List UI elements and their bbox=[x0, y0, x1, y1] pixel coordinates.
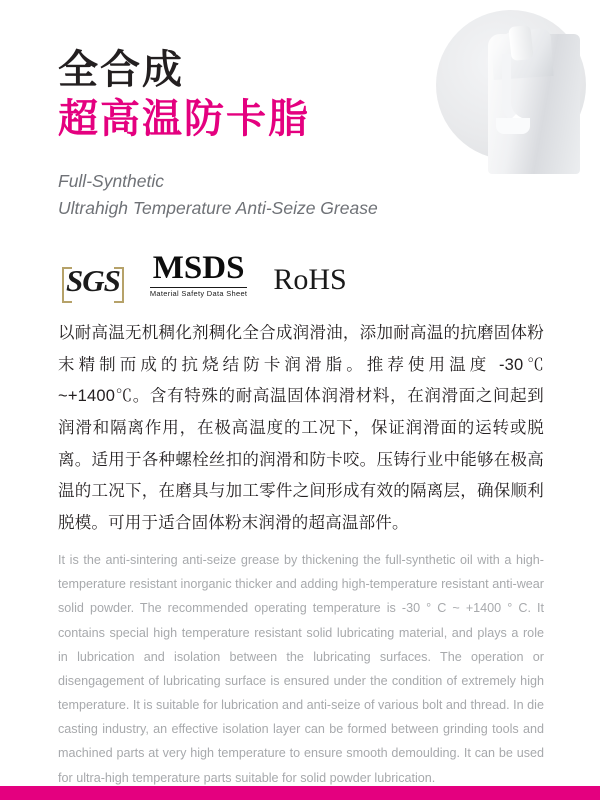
subtitle-line-1: Full-Synthetic bbox=[58, 170, 165, 191]
sgs-logo: SGS bbox=[62, 265, 124, 298]
page-subtitle-en bbox=[58, 168, 458, 222]
msds-logo-subtitle: Material Safety Data Sheet bbox=[149, 289, 248, 298]
page-title-cn-secondary: 超高温防卡脂 bbox=[58, 96, 310, 141]
bottle-nozzle-tip-shape bbox=[496, 118, 530, 134]
certification-logos bbox=[62, 252, 347, 298]
page-title-cn-primary: 全合成 bbox=[58, 48, 184, 92]
rohs-logo: RoHS bbox=[273, 262, 347, 296]
subtitle-line-2: Ultrahigh Temperature Anti-Seize Grease bbox=[58, 197, 378, 218]
msds-logo-title: MSDS bbox=[152, 250, 245, 286]
msds-logo bbox=[150, 252, 247, 298]
bottle-nozzle-shape bbox=[502, 54, 528, 128]
title-block bbox=[58, 48, 458, 222]
bottom-accent-bar bbox=[0, 786, 600, 800]
product-photo bbox=[436, 10, 586, 175]
description-english: It is the anti-sintering anti-seize grease by thickening the full-synthetic oil with a high-temperature resistant inorganic thicker and adding high-temperature resistant anti-wear solid powder. The recommended operating temperature is -30 ° C ~ +1400 ° C. It contains special high temperature resistant solid lubricating material, and plays a role in lubrication and isolation between the lubricating surfaces. The operation or disengagement of lubricating surface is ensured under the condition of extremely high temperature. It is suitable for lubrication and anti-seize of various bolt and thread. In die casting industry, an effective isolation layer can be formed between grinding tools and machined parts at very high temperature to ensure smooth demoulding. It can be used for ultra-high temperature parts suitable for solid powder lubrication. bbox=[58, 553, 544, 785]
description-chinese: 以耐高温无机稠化剂稠化全合成润滑油，添加耐高温的抗磨固体粉末精制而成的抗烧结防卡润滑脂。推荐使用温度 -30℃ ~+1400℃。含有特殊的耐高温固体润滑材料，在润滑面之间起到润滑和隔离作用，在极高温度的工况下，保证润滑面的运转或脱离。适用于各种螺栓丝扣的润滑和防卡咬。压铸行业中能够在极高温的工况下，在磨具与加工零件之间形成有效的隔离层，确保顺利脱模。可用于适合固体粉末润滑的超高温部件。 bbox=[58, 324, 544, 533]
